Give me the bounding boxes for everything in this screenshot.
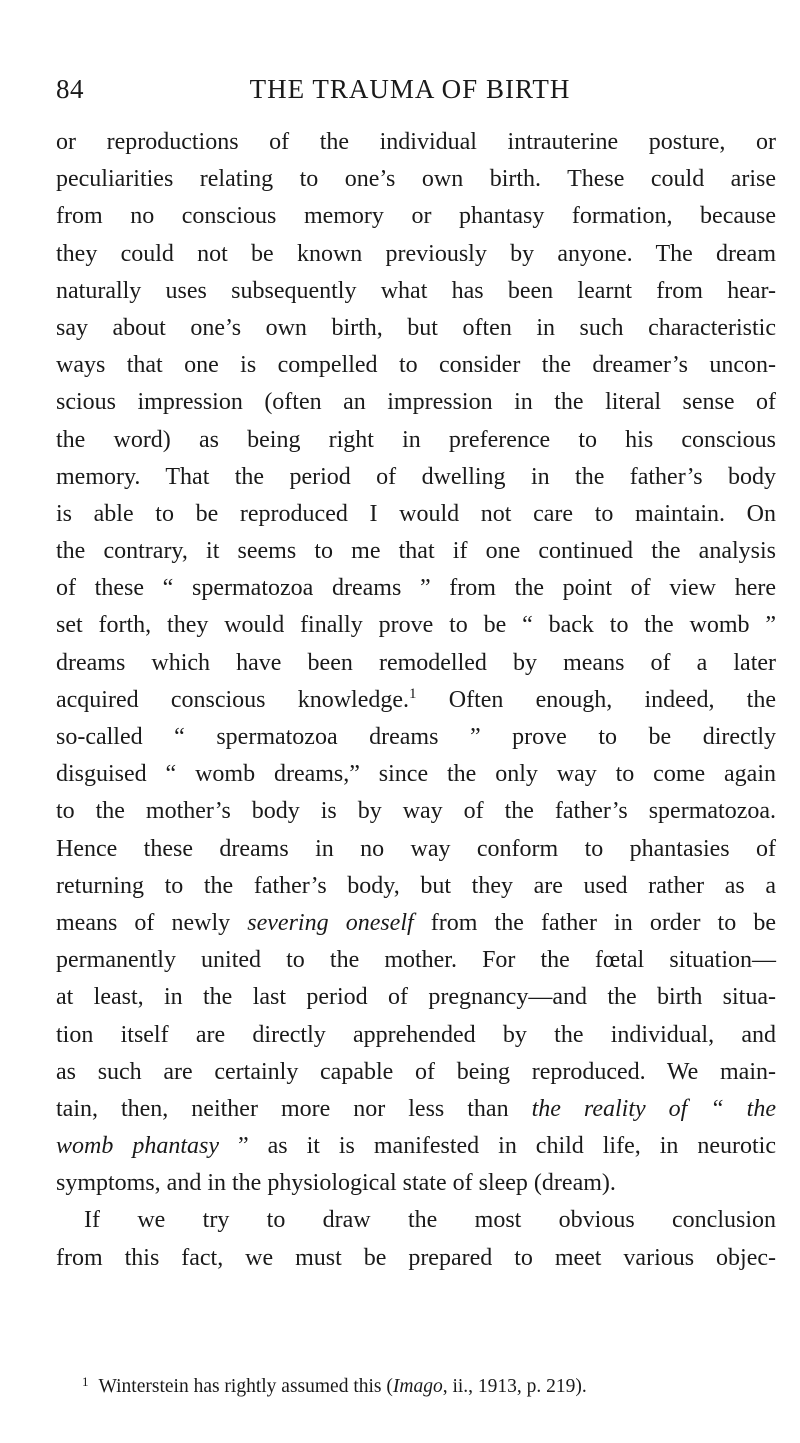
text-line: or reproductions of the individual intrauterine posture, or (56, 129, 776, 155)
text-line: tion itself are directly apprehended by the individual, and (56, 1021, 776, 1048)
text-line (56, 1091, 776, 1128)
text-line: so-called “ spermatozoa dreams ” prove to be directly (56, 724, 776, 750)
italic-text: womb phantasy (56, 1133, 219, 1160)
italic-text: the reality of “ the (531, 1095, 776, 1122)
text-line: to the mother’s body is by way of the father’s spermatozoa. (56, 798, 776, 825)
text-line: dreams which have been remodelled by means of a later (56, 649, 776, 676)
text-segment: from the father in order to be (413, 909, 776, 936)
text-line: disguised “ womb dreams,” since the only way to come again (56, 761, 776, 788)
text-segment: Often enough, indeed, the (416, 686, 777, 713)
footnote-text: Winterstein has rightly assumed this ( (98, 1376, 393, 1397)
text-line: the contrary, it seems to me that if one continued the analysis (56, 538, 776, 565)
text-line: say about one’s own birth, but often in such characteristic (56, 314, 776, 341)
footnote-italic: Imago (392, 1376, 443, 1397)
footnote (82, 1364, 587, 1405)
text-line: naturally uses subsequently what has been learnt from hear- (56, 277, 776, 304)
text-line: symptoms, and in the physiological state of sleep (dream). (56, 1170, 616, 1197)
footnote-reference: 1 (409, 685, 417, 702)
text-line: as such are certainly capable of being reproduced. We main- (56, 1058, 776, 1085)
text-line: memory. That the period of dwelling in the father’s body (56, 463, 776, 490)
text-segment: tain, then, neither more nor less than (56, 1095, 532, 1122)
page-number: 84 (56, 74, 84, 104)
text-line: at least, in the last period of pregnancy—and the birth situa- (56, 984, 776, 1011)
text-line (56, 905, 776, 942)
text-segment: ” as it is manifested in child life, in neurotic (218, 1133, 777, 1160)
text-line (56, 682, 776, 719)
text-line: of these “ spermatozoa dreams ” from the point of view here (56, 575, 776, 602)
text-line: ways that one is compelled to consider the dreamer’s uncon- (56, 352, 776, 379)
page-header (56, 74, 764, 114)
text-segment: acquired conscious knowledge. (56, 686, 410, 713)
running-head: THE TRAUMA OF BIRTH (249, 74, 571, 104)
italic-text: severing oneself (247, 909, 414, 936)
footnote-text: , ii., 1913, p. 219). (442, 1376, 587, 1397)
text-line: scious impression (often an impression in the literal sense of (56, 389, 776, 416)
text-line: they could not be known previously by anyone. The dream (56, 240, 776, 267)
footnote-marker: 1 (82, 1374, 89, 1389)
text-line (56, 1128, 776, 1165)
text-line: permanently united to the mother. For the fœtal situation— (56, 947, 776, 974)
text-line: Hence these dreams in no way conform to phantasies of (56, 835, 776, 862)
text-line: from no conscious memory or phantasy formation, because (56, 203, 776, 230)
text-line: the word) as being right in preference to his conscious (56, 426, 776, 453)
text-line: peculiarities relating to one’s own birth. These could arise (56, 166, 776, 193)
paragraph-first-line: If we try to draw the most obvious conclusion (84, 1207, 776, 1234)
body-text (56, 124, 776, 1277)
text-line: is able to be reproduced I would not care to maintain. On (56, 500, 776, 527)
text-line: set forth, they would finally prove to be “ back to the womb ” (56, 612, 776, 639)
text-segment: means of newly (56, 909, 248, 936)
text-line: from this fact, we must be prepared to meet various objec- (56, 1244, 776, 1271)
text-line: returning to the father’s body, but they are used rather as a (56, 872, 776, 899)
